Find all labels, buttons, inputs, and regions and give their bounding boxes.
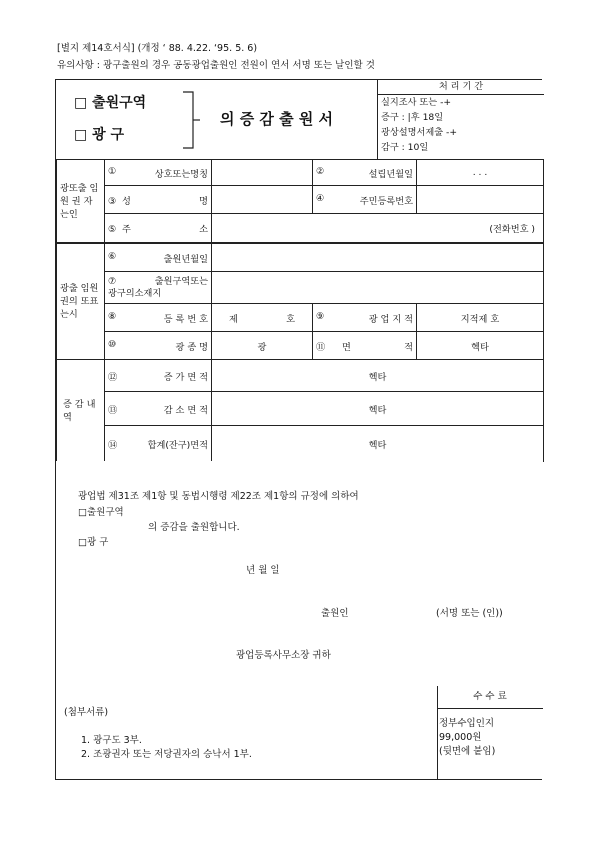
address-label-b: 소 bbox=[199, 224, 208, 235]
processing-line: 감구 : 10일 bbox=[381, 142, 429, 153]
mining-register-value[interactable]: 지적제 호 bbox=[417, 304, 544, 332]
address-value[interactable] bbox=[212, 214, 544, 243]
increase-area-label: 증 가 면 적 bbox=[163, 371, 208, 383]
title-option-mine[interactable]: □ 광 구 bbox=[74, 127, 125, 143]
field-number: ⑤ bbox=[108, 224, 117, 235]
location-value[interactable] bbox=[212, 272, 544, 304]
company-name-label: 상호또는명칭 bbox=[154, 168, 208, 180]
notice-text: 유의사항 : 광구출원의 경우 공동광업출원인 전원이 연서 서명 또는 날인할 것 bbox=[57, 60, 375, 71]
field-number: ⑭ bbox=[108, 439, 118, 451]
applicant-section bbox=[56, 159, 543, 243]
reg-suffix: 호 bbox=[286, 313, 295, 325]
processing-line: 광상설명서제출 -+ bbox=[381, 127, 458, 138]
processing-line: 증구 : |후 18일 bbox=[381, 112, 444, 123]
mining-label: 광출 임원 권의 또표 는시 bbox=[57, 244, 105, 360]
fee-line: (뒷면에 붙임) bbox=[439, 746, 496, 757]
fee-line: 정부수입인지 bbox=[439, 718, 495, 729]
total-area-value[interactable]: 헥타 bbox=[212, 426, 544, 462]
processing-period-box bbox=[377, 80, 544, 159]
name-value[interactable] bbox=[212, 186, 313, 214]
field-number: ⑩ bbox=[108, 338, 117, 350]
attachments-box bbox=[56, 686, 438, 779]
bracket-icon bbox=[181, 90, 201, 150]
registration-number-value[interactable] bbox=[212, 304, 313, 332]
change-section bbox=[56, 359, 543, 462]
mineral-name-value[interactable]: 광 bbox=[212, 332, 313, 360]
statement-date[interactable]: 년 월 일 bbox=[246, 565, 280, 576]
field-number: ⑦ bbox=[108, 275, 117, 287]
address-label-a: 주 bbox=[122, 224, 131, 235]
statement-line2: 의 증감을 출원합니다. bbox=[148, 522, 240, 533]
location-label-b: 광구의소재지 bbox=[108, 287, 162, 299]
area-value[interactable]: 헥타 bbox=[417, 332, 544, 360]
fee-box bbox=[437, 686, 543, 779]
establish-date-value[interactable]: . . . bbox=[417, 160, 544, 186]
area-label-b: 적 bbox=[404, 341, 413, 353]
decrease-area-value[interactable]: 헥타 bbox=[212, 392, 544, 426]
statement-addressee: 광업등록사무소장 귀하 bbox=[236, 650, 331, 661]
field-number: ⑫ bbox=[108, 371, 118, 383]
mining-register-label: 광 업 지 적 bbox=[368, 313, 413, 325]
name-label-b: 명 bbox=[199, 195, 208, 207]
registration-number-label: 등 록 번 호 bbox=[163, 313, 208, 325]
form-number: [별지 제14호서식] (개정 ‘ 88. 4.22. ‘95. 5. 6) bbox=[57, 43, 258, 54]
field-number: ⑥ bbox=[108, 250, 117, 262]
field-number: ② bbox=[316, 165, 325, 177]
name-label-a: 성 bbox=[122, 195, 131, 207]
application-form bbox=[55, 79, 542, 780]
processing-period-head: 처 리 기 간 bbox=[378, 80, 544, 95]
statement-sign[interactable]: (서명 또는 (인)) bbox=[436, 608, 503, 619]
fee-line: 99,000원 bbox=[439, 732, 482, 743]
establish-date-label: 설립년월일 bbox=[368, 168, 413, 180]
phone-label: (전화번호 ) bbox=[489, 224, 535, 235]
title-option-area[interactable]: □ 출원구역 bbox=[74, 95, 147, 111]
mining-section bbox=[56, 243, 543, 360]
statement-applicant: 출원인 bbox=[321, 608, 349, 619]
form-title: 의 증 감 출 원 서 bbox=[220, 110, 334, 128]
fee-head: 수 수 료 bbox=[437, 686, 543, 709]
application-date-label: 출원년월일 bbox=[163, 253, 208, 265]
resident-number-label: 주민등록번호 bbox=[359, 195, 413, 207]
mineral-name-label: 광 종 명 bbox=[175, 341, 208, 353]
field-number: ⑬ bbox=[108, 404, 118, 416]
processing-line: 실지조사 또는 -+ bbox=[381, 97, 452, 108]
field-number: ① bbox=[108, 165, 117, 177]
statement-option-mine[interactable]: □광 구 bbox=[78, 537, 109, 548]
field-number: ⑪ bbox=[316, 341, 326, 353]
resident-number-value[interactable] bbox=[417, 186, 544, 214]
company-name-value[interactable] bbox=[212, 160, 313, 186]
application-date-value[interactable] bbox=[212, 244, 544, 272]
title-section bbox=[56, 80, 543, 160]
location-label-a: 출원구역또는 bbox=[154, 275, 208, 287]
statement-option-area[interactable]: □출원구역 bbox=[78, 507, 124, 518]
total-area-label: 합계(잔구)면적 bbox=[147, 439, 208, 451]
statement-line1: 광업법 제31조 제1항 및 동법시행령 제22조 제1항의 규정에 의하여 bbox=[78, 491, 359, 502]
attachment-item: 2. 조광권자 또는 저당권자의 승낙서 1부. bbox=[81, 749, 252, 760]
increase-area-value[interactable]: 헥타 bbox=[212, 360, 544, 392]
statement-section bbox=[56, 461, 543, 687]
decrease-area-label: 감 소 면 적 bbox=[163, 404, 208, 416]
area-label-a: 면 bbox=[342, 341, 351, 353]
reg-prefix: 제 bbox=[229, 313, 238, 325]
attachments-head: (첨부서류) bbox=[64, 707, 109, 718]
field-number: ③ bbox=[108, 195, 117, 207]
change-label: 증 감 내 역 bbox=[57, 360, 105, 462]
attachment-section bbox=[56, 686, 543, 779]
attachment-item: 1. 광구도 3부. bbox=[81, 735, 142, 746]
field-number: ④ bbox=[316, 192, 325, 204]
applicant-label: 광또출 임 원 권 자는인 bbox=[57, 160, 105, 243]
field-number: ⑧ bbox=[108, 310, 117, 322]
field-number: ⑨ bbox=[316, 310, 325, 322]
